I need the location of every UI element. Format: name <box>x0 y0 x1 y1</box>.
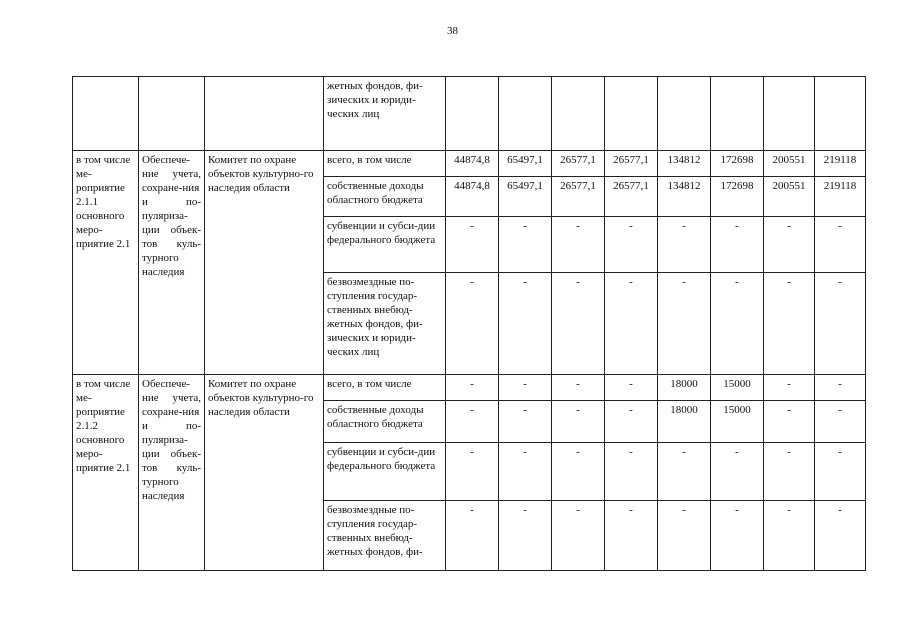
value-cell <box>764 77 815 151</box>
value-cell <box>711 77 764 151</box>
value-cell <box>605 77 658 151</box>
page-number: 38 <box>447 25 458 37</box>
funding-source-cell: собственные доходы областного бюджета <box>324 177 446 217</box>
value-cell: - <box>552 217 605 273</box>
value-cell: - <box>499 501 552 571</box>
value-cell: - <box>605 401 658 443</box>
funding-source-cell: собственные доходы областного бюджета <box>324 401 446 443</box>
value-cell: - <box>605 273 658 375</box>
value-cell: 219118 <box>815 151 866 177</box>
value-cell <box>552 77 605 151</box>
value-cell: - <box>764 217 815 273</box>
funding-source-cell: всего, в том числе <box>324 151 446 177</box>
value-cell: - <box>764 501 815 571</box>
value-cell: - <box>446 217 499 273</box>
executor-cell <box>205 77 324 151</box>
value-cell: - <box>605 217 658 273</box>
value-cell: 134812 <box>658 151 711 177</box>
value-cell: - <box>658 273 711 375</box>
value-cell: - <box>711 501 764 571</box>
content-cell <box>139 77 205 151</box>
value-cell: - <box>499 401 552 443</box>
table-row <box>73 151 866 177</box>
funding-source-cell: жетных фондов, фи-зических и юриди-ческих лиц <box>324 77 446 151</box>
value-cell: 18000 <box>658 401 711 443</box>
value-cell: 15000 <box>711 375 764 401</box>
value-cell: 219118 <box>815 177 866 217</box>
value-cell: - <box>499 273 552 375</box>
content-cell: Обеспече-ние учета, сохране-ния и по-пуляриза-ции объек-тов куль-турного наследия <box>139 151 205 375</box>
measure-cell <box>73 77 139 151</box>
value-cell: - <box>552 501 605 571</box>
value-cell: - <box>552 401 605 443</box>
executor-cell: Комитет по охране объектов культурно-го наследия области <box>205 151 324 375</box>
value-cell: - <box>815 443 866 501</box>
funding-source-cell: безвозмездные по-ступления государ-ственных внебюд-жетных фондов, фи- <box>324 501 446 571</box>
value-cell: - <box>711 217 764 273</box>
budget-table <box>72 76 866 571</box>
funding-source-cell: всего, в том числе <box>324 375 446 401</box>
funding-source-cell: безвозмездные по-ступления государ-ственных внебюд-жетных фондов, фи-зических и юриди-ческих лиц <box>324 273 446 375</box>
value-cell: - <box>605 375 658 401</box>
value-cell: 26577,1 <box>605 151 658 177</box>
measure-cell: в том числе ме-роприятие 2.1.2 основного меро-приятие 2.1 <box>73 375 139 571</box>
value-cell: - <box>764 273 815 375</box>
value-cell: 26577,1 <box>605 177 658 217</box>
table-row <box>73 375 866 401</box>
value-cell: - <box>764 401 815 443</box>
content-cell: Обеспече-ние учета, сохране-ния и по-пуляриза-ции объек-тов куль-турного наследия <box>139 375 205 571</box>
value-cell: 200551 <box>764 177 815 217</box>
value-cell: 44874,8 <box>446 177 499 217</box>
value-cell: - <box>711 443 764 501</box>
value-cell: 26577,1 <box>552 151 605 177</box>
value-cell <box>658 77 711 151</box>
funding-source-cell: субвенции и субси-дии федерального бюджета <box>324 217 446 273</box>
value-cell: 200551 <box>764 151 815 177</box>
value-cell <box>815 77 866 151</box>
value-cell: - <box>658 217 711 273</box>
value-cell: 44874,8 <box>446 151 499 177</box>
value-cell: - <box>552 443 605 501</box>
value-cell: - <box>446 273 499 375</box>
value-cell: 172698 <box>711 151 764 177</box>
value-cell: - <box>815 401 866 443</box>
value-cell: - <box>815 375 866 401</box>
value-cell: - <box>764 375 815 401</box>
value-cell: - <box>552 273 605 375</box>
value-cell <box>446 77 499 151</box>
value-cell: - <box>446 375 499 401</box>
value-cell: - <box>446 501 499 571</box>
value-cell: - <box>499 375 552 401</box>
executor-cell: Комитет по охране объектов культурно-го наследия области <box>205 375 324 571</box>
value-cell: - <box>658 443 711 501</box>
table-row <box>73 77 866 151</box>
value-cell: - <box>446 443 499 501</box>
value-cell: 15000 <box>711 401 764 443</box>
value-cell: - <box>764 443 815 501</box>
value-cell <box>499 77 552 151</box>
value-cell: - <box>815 273 866 375</box>
value-cell: - <box>605 501 658 571</box>
value-cell: - <box>658 501 711 571</box>
funding-source-cell: субвенции и субси-дии федерального бюджета <box>324 443 446 501</box>
value-cell: - <box>815 501 866 571</box>
value-cell: 172698 <box>711 177 764 217</box>
table-body <box>73 77 866 571</box>
value-cell: 18000 <box>658 375 711 401</box>
value-cell: - <box>711 273 764 375</box>
value-cell: 65497,1 <box>499 177 552 217</box>
value-cell: - <box>605 443 658 501</box>
value-cell: 134812 <box>658 177 711 217</box>
value-cell: - <box>499 217 552 273</box>
value-cell: - <box>815 217 866 273</box>
measure-cell: в том числе ме-роприятие 2.1.1 основного меро-приятие 2.1 <box>73 151 139 375</box>
value-cell: 65497,1 <box>499 151 552 177</box>
value-cell: - <box>446 401 499 443</box>
value-cell: 26577,1 <box>552 177 605 217</box>
value-cell: - <box>552 375 605 401</box>
value-cell: - <box>499 443 552 501</box>
